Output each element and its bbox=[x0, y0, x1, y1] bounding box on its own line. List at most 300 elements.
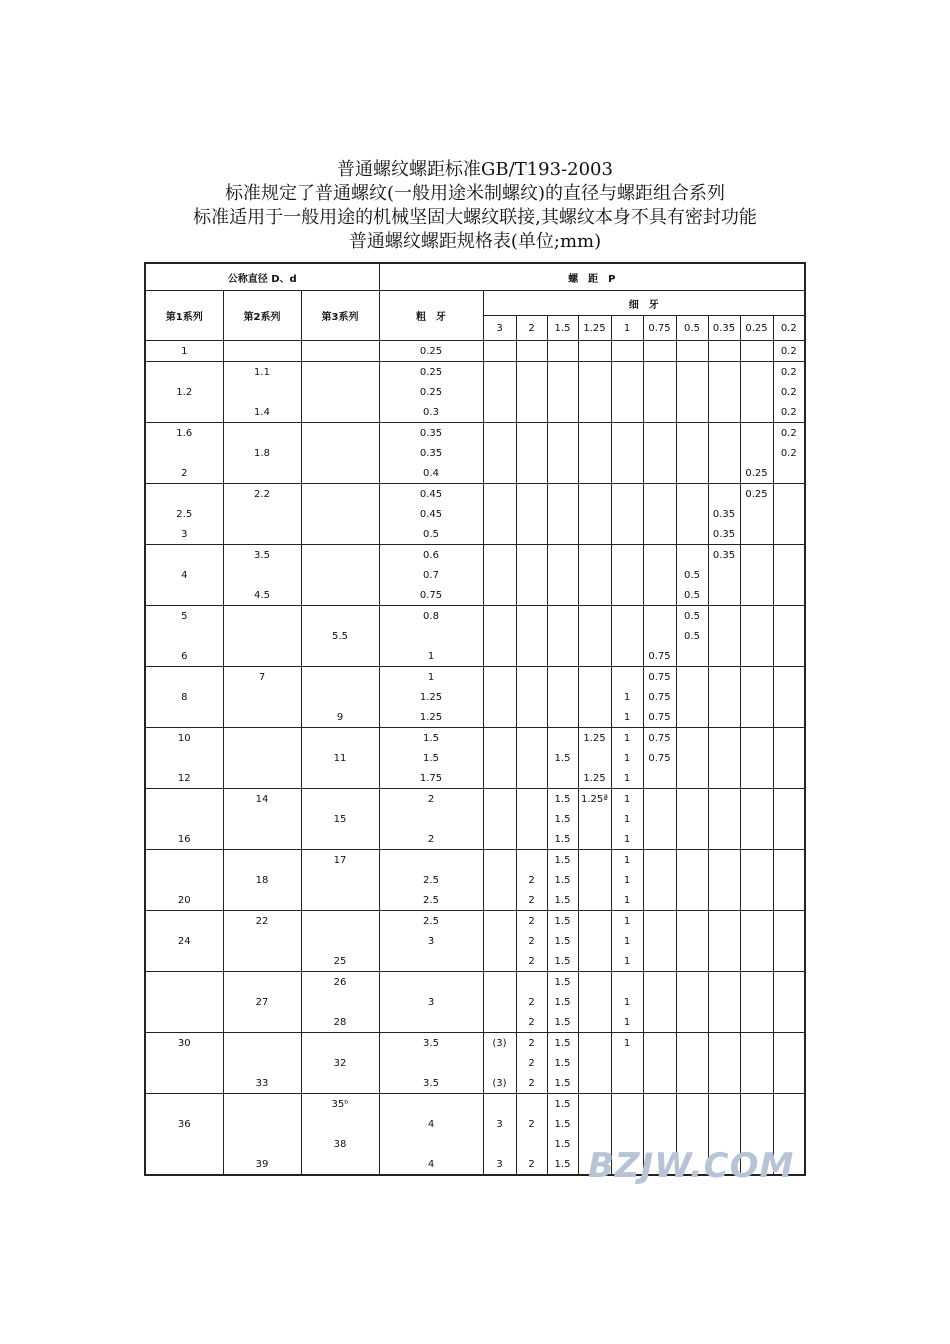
table-cell bbox=[643, 382, 676, 402]
table-cell: 28 bbox=[301, 1012, 379, 1033]
table-cell bbox=[676, 870, 708, 890]
table-cell bbox=[708, 341, 740, 362]
table-row bbox=[145, 992, 805, 1012]
table-cell: 36 bbox=[145, 1114, 223, 1134]
table-cell bbox=[301, 1114, 379, 1134]
table-cell bbox=[740, 402, 773, 423]
table-cell bbox=[578, 687, 611, 707]
table-cell bbox=[223, 606, 301, 627]
table-cell bbox=[301, 585, 379, 606]
table-cell: 2 bbox=[379, 789, 483, 810]
table-cell bbox=[516, 768, 547, 789]
table-cell bbox=[740, 1012, 773, 1033]
header-series-3: 第3系列 bbox=[301, 291, 379, 341]
table-cell bbox=[145, 809, 223, 829]
table-cell bbox=[223, 707, 301, 728]
table-cell bbox=[708, 972, 740, 993]
table-cell bbox=[483, 484, 516, 505]
table-cell bbox=[708, 789, 740, 810]
table-cell bbox=[483, 707, 516, 728]
table-cell bbox=[773, 667, 805, 688]
table-cell bbox=[578, 1053, 611, 1073]
table-cell bbox=[708, 1073, 740, 1094]
table-cell bbox=[379, 1134, 483, 1154]
table-cell bbox=[676, 707, 708, 728]
table-cell bbox=[483, 443, 516, 463]
table-cell bbox=[516, 646, 547, 667]
table-cell: 1.5 bbox=[547, 1134, 578, 1154]
table-cell: 1.5 bbox=[547, 1114, 578, 1134]
table-cell bbox=[516, 1094, 547, 1115]
table-cell bbox=[708, 606, 740, 627]
table-cell bbox=[773, 789, 805, 810]
table-cell bbox=[773, 687, 805, 707]
table-cell bbox=[516, 829, 547, 850]
table-cell bbox=[676, 341, 708, 362]
table-cell bbox=[516, 728, 547, 749]
table-cell bbox=[301, 870, 379, 890]
table-cell bbox=[223, 972, 301, 993]
table-cell bbox=[301, 789, 379, 810]
table-cell bbox=[740, 992, 773, 1012]
table-cell bbox=[483, 362, 516, 383]
table-cell bbox=[773, 565, 805, 585]
table-cell bbox=[578, 850, 611, 871]
table-cell: 39 bbox=[223, 1154, 301, 1175]
table-cell: 1 bbox=[611, 911, 643, 932]
table-cell bbox=[301, 1154, 379, 1175]
table-cell bbox=[708, 484, 740, 505]
table-cell bbox=[643, 850, 676, 871]
table-cell bbox=[676, 789, 708, 810]
table-cell bbox=[379, 972, 483, 993]
header-series-1: 第1系列 bbox=[145, 291, 223, 341]
table-cell: 1.8 bbox=[223, 443, 301, 463]
table-header bbox=[145, 263, 805, 341]
table-cell bbox=[578, 707, 611, 728]
table-cell bbox=[516, 626, 547, 646]
table-cell: 10 bbox=[145, 728, 223, 749]
doc-subtitle-applicability: 标准适用于一般用途的机械坚固大螺纹联接,其螺纹本身不具有密封功能 bbox=[193, 207, 757, 228]
table-cell bbox=[301, 646, 379, 667]
table-cell bbox=[611, 484, 643, 505]
table-cell bbox=[578, 1012, 611, 1033]
table-cell bbox=[676, 382, 708, 402]
table-cell: 5 bbox=[145, 606, 223, 627]
table-cell: 1.5 bbox=[547, 931, 578, 951]
table-cell bbox=[740, 931, 773, 951]
table-cell: 0.25 bbox=[379, 382, 483, 402]
table-cell: 3.5 bbox=[379, 1033, 483, 1054]
table-cell: 0.25 bbox=[740, 484, 773, 505]
table-cell bbox=[547, 423, 578, 444]
table-row bbox=[145, 748, 805, 768]
table-cell bbox=[676, 423, 708, 444]
table-cell: 1.5 bbox=[547, 890, 578, 911]
table-cell bbox=[483, 789, 516, 810]
table-cell: 22 bbox=[223, 911, 301, 932]
table-cell bbox=[611, 1053, 643, 1073]
table-cell bbox=[740, 890, 773, 911]
table-cell bbox=[643, 1012, 676, 1033]
table-cell: 1.5 bbox=[547, 829, 578, 850]
table-cell: 0.75 bbox=[643, 646, 676, 667]
table-cell bbox=[301, 504, 379, 524]
table-cell: 33 bbox=[223, 1073, 301, 1094]
table-cell bbox=[643, 951, 676, 972]
table-cell: 1.5 bbox=[547, 1053, 578, 1073]
table-cell: 6 bbox=[145, 646, 223, 667]
table-cell bbox=[773, 809, 805, 829]
table-cell bbox=[708, 707, 740, 728]
table-cell bbox=[547, 687, 578, 707]
table-cell: 1.25ª bbox=[578, 789, 611, 810]
table-cell: 1.5 bbox=[547, 1073, 578, 1094]
table-cell bbox=[516, 585, 547, 606]
table-cell bbox=[301, 1073, 379, 1094]
table-cell bbox=[301, 524, 379, 545]
table-cell bbox=[223, 931, 301, 951]
table-cell: 0.25 bbox=[379, 362, 483, 383]
table-cell: 0.45 bbox=[379, 504, 483, 524]
table-cell bbox=[740, 1053, 773, 1073]
table-cell bbox=[516, 789, 547, 810]
table-cell bbox=[547, 646, 578, 667]
table-cell bbox=[643, 423, 676, 444]
table-cell bbox=[611, 382, 643, 402]
table-cell bbox=[578, 565, 611, 585]
table-row bbox=[145, 870, 805, 890]
table-cell bbox=[676, 443, 708, 463]
table-cell bbox=[773, 768, 805, 789]
header-fine-col: 0.2 bbox=[773, 316, 805, 341]
table-cell bbox=[516, 341, 547, 362]
table-cell bbox=[578, 1114, 611, 1134]
table-cell: 1 bbox=[145, 341, 223, 362]
table-row bbox=[145, 626, 805, 646]
table-cell bbox=[145, 585, 223, 606]
table-cell: 2.5 bbox=[379, 911, 483, 932]
table-cell bbox=[301, 768, 379, 789]
table-cell bbox=[145, 1073, 223, 1094]
table-cell bbox=[676, 890, 708, 911]
table-cell: 0.35 bbox=[379, 423, 483, 444]
table-cell bbox=[301, 443, 379, 463]
table-cell bbox=[740, 1033, 773, 1054]
table-cell bbox=[301, 484, 379, 505]
table-cell: 0.5 bbox=[676, 606, 708, 627]
table-cell bbox=[223, 1094, 301, 1115]
table-cell: 1.5 bbox=[547, 1012, 578, 1033]
table-cell bbox=[740, 1073, 773, 1094]
doc-title: 普通螺纹螺距标准GB/T193-2003 bbox=[337, 159, 613, 180]
table-cell: 2 bbox=[516, 992, 547, 1012]
table-cell: 35ᵇ bbox=[301, 1094, 379, 1115]
table-cell: 18 bbox=[223, 870, 301, 890]
table-cell: 1 bbox=[611, 992, 643, 1012]
table-cell bbox=[740, 768, 773, 789]
table-cell bbox=[611, 362, 643, 383]
table-cell bbox=[223, 382, 301, 402]
table-cell bbox=[223, 951, 301, 972]
header-fine-col: 0.25 bbox=[740, 316, 773, 341]
table-cell bbox=[516, 484, 547, 505]
table-cell bbox=[483, 545, 516, 566]
table-row bbox=[145, 443, 805, 463]
table-cell: 1.5 bbox=[547, 1033, 578, 1054]
table-row bbox=[145, 545, 805, 566]
table-caption: 普通螺纹螺距规格表(单位;mm) bbox=[348, 231, 602, 252]
table-cell bbox=[547, 667, 578, 688]
table-cell bbox=[773, 463, 805, 484]
table-cell bbox=[547, 382, 578, 402]
table-cell: 5.5 bbox=[301, 626, 379, 646]
table-cell: 2 bbox=[145, 463, 223, 484]
table-cell: 0.25 bbox=[740, 463, 773, 484]
table-cell bbox=[740, 585, 773, 606]
table-cell bbox=[516, 809, 547, 829]
table-row bbox=[145, 402, 805, 423]
table-cell: 4 bbox=[145, 565, 223, 585]
table-cell: 1.2 bbox=[145, 382, 223, 402]
header-nominal-diameter: 公称直径 D、d bbox=[145, 263, 379, 291]
table-cell: 0.75 bbox=[643, 707, 676, 728]
table-cell bbox=[578, 341, 611, 362]
header-fine-col: 1.5 bbox=[547, 316, 578, 341]
table-cell bbox=[516, 667, 547, 688]
table-cell: 0.3 bbox=[379, 402, 483, 423]
table-cell bbox=[740, 850, 773, 871]
table-cell: 1.4 bbox=[223, 402, 301, 423]
table-cell bbox=[708, 890, 740, 911]
table-cell bbox=[676, 829, 708, 850]
table-cell bbox=[740, 911, 773, 932]
table-cell: 25 bbox=[301, 951, 379, 972]
table-cell bbox=[547, 341, 578, 362]
table-cell bbox=[643, 890, 676, 911]
table-cell bbox=[578, 870, 611, 890]
table-cell bbox=[547, 728, 578, 749]
table-cell bbox=[578, 992, 611, 1012]
table-row bbox=[145, 1033, 805, 1054]
table-cell bbox=[145, 484, 223, 505]
table-cell bbox=[676, 667, 708, 688]
table-cell bbox=[483, 809, 516, 829]
table-cell: 4.5 bbox=[223, 585, 301, 606]
header-fine-col: 0.75 bbox=[643, 316, 676, 341]
table-cell bbox=[379, 626, 483, 646]
table-cell bbox=[643, 626, 676, 646]
table-cell: 2 bbox=[516, 1073, 547, 1094]
table-cell bbox=[483, 1094, 516, 1115]
table-row bbox=[145, 362, 805, 383]
table-cell bbox=[643, 484, 676, 505]
table-cell: 1.5 bbox=[547, 850, 578, 871]
doc-subtitle-scope: 标准规定了普通螺纹(一般用途米制螺纹)的直径与螺距组合系列 bbox=[224, 183, 726, 204]
table-cell bbox=[740, 1114, 773, 1134]
table-cell bbox=[578, 504, 611, 524]
table-cell bbox=[483, 870, 516, 890]
table-cell bbox=[740, 1094, 773, 1115]
table-cell bbox=[578, 951, 611, 972]
table-cell bbox=[773, 972, 805, 993]
table-cell bbox=[301, 382, 379, 402]
table-cell bbox=[611, 1094, 643, 1115]
table-cell bbox=[301, 829, 379, 850]
table-cell: 0.4 bbox=[379, 463, 483, 484]
table-cell bbox=[773, 1094, 805, 1115]
table-cell bbox=[145, 402, 223, 423]
header-fine: 细 牙 bbox=[483, 291, 805, 316]
table-cell: 3.5 bbox=[223, 545, 301, 566]
table-cell bbox=[611, 1114, 643, 1134]
table-cell bbox=[643, 1073, 676, 1094]
table-cell: 2 bbox=[516, 911, 547, 932]
table-cell bbox=[483, 646, 516, 667]
table-cell bbox=[516, 850, 547, 871]
title-block bbox=[0, 158, 950, 254]
table-cell bbox=[547, 606, 578, 627]
table-cell bbox=[516, 362, 547, 383]
table-cell bbox=[516, 443, 547, 463]
table-cell bbox=[301, 423, 379, 444]
table-cell bbox=[516, 402, 547, 423]
table-row bbox=[145, 951, 805, 972]
table-cell bbox=[483, 402, 516, 423]
table-cell bbox=[145, 972, 223, 993]
table-cell bbox=[223, 341, 301, 362]
table-cell bbox=[547, 626, 578, 646]
table-cell: 15 bbox=[301, 809, 379, 829]
table-cell bbox=[145, 1053, 223, 1073]
table-cell: 1.5 bbox=[547, 972, 578, 993]
thread-pitch-table bbox=[144, 262, 806, 1176]
table-cell bbox=[643, 829, 676, 850]
table-cell bbox=[643, 341, 676, 362]
table-cell bbox=[708, 585, 740, 606]
table-cell: 1 bbox=[611, 1033, 643, 1054]
table-cell bbox=[483, 1134, 516, 1154]
table-cell bbox=[773, 585, 805, 606]
table-cell: 1.5 bbox=[547, 1154, 578, 1175]
table-cell bbox=[483, 850, 516, 871]
table-cell bbox=[708, 362, 740, 383]
table-cell bbox=[223, 809, 301, 829]
table-cell bbox=[773, 646, 805, 667]
table-cell: 0.45 bbox=[379, 484, 483, 505]
table-cell bbox=[740, 809, 773, 829]
table-cell: 2 bbox=[516, 1114, 547, 1134]
table-cell bbox=[578, 890, 611, 911]
table-cell bbox=[740, 524, 773, 545]
table-cell bbox=[516, 1134, 547, 1154]
table-cell bbox=[145, 362, 223, 383]
table-cell bbox=[773, 1033, 805, 1054]
table-cell bbox=[643, 992, 676, 1012]
table-cell bbox=[708, 565, 740, 585]
table-cell: 3 bbox=[483, 1154, 516, 1175]
table-cell: 32 bbox=[301, 1053, 379, 1073]
table-cell: 11 bbox=[301, 748, 379, 768]
table-cell bbox=[773, 1073, 805, 1094]
table-cell bbox=[379, 1053, 483, 1073]
table-cell bbox=[611, 524, 643, 545]
table-cell bbox=[223, 1114, 301, 1134]
table-cell: 1.1 bbox=[223, 362, 301, 383]
table-cell bbox=[145, 870, 223, 890]
table-cell bbox=[483, 768, 516, 789]
table-row bbox=[145, 890, 805, 911]
table-cell bbox=[643, 1114, 676, 1134]
table-row bbox=[145, 1053, 805, 1073]
table-cell bbox=[676, 504, 708, 524]
table-cell bbox=[145, 850, 223, 871]
table-cell bbox=[676, 402, 708, 423]
table-cell bbox=[643, 809, 676, 829]
table-cell bbox=[145, 911, 223, 932]
table-cell bbox=[643, 911, 676, 932]
table-cell bbox=[643, 931, 676, 951]
table-cell bbox=[773, 951, 805, 972]
table-cell bbox=[740, 687, 773, 707]
table-cell: 2 bbox=[379, 829, 483, 850]
table-cell bbox=[773, 728, 805, 749]
table-cell bbox=[643, 524, 676, 545]
table-cell: 27 bbox=[223, 992, 301, 1012]
table-cell: 0.5 bbox=[676, 585, 708, 606]
table-cell bbox=[483, 423, 516, 444]
table-cell bbox=[773, 1053, 805, 1073]
table-cell bbox=[643, 585, 676, 606]
table-cell: 1.25 bbox=[578, 728, 611, 749]
table-cell: 0.7 bbox=[379, 565, 483, 585]
table-cell bbox=[145, 707, 223, 728]
table-cell bbox=[676, 748, 708, 768]
header-fine-col: 2 bbox=[516, 316, 547, 341]
table-cell bbox=[301, 606, 379, 627]
table-cell bbox=[578, 463, 611, 484]
table-cell bbox=[611, 565, 643, 585]
table-cell bbox=[379, 809, 483, 829]
table-cell bbox=[676, 1033, 708, 1054]
table-cell bbox=[740, 707, 773, 728]
table-cell bbox=[643, 463, 676, 484]
table-cell: 2 bbox=[516, 1012, 547, 1033]
table-cell bbox=[301, 362, 379, 383]
table-cell bbox=[740, 504, 773, 524]
table-cell bbox=[483, 341, 516, 362]
table-cell bbox=[223, 1134, 301, 1154]
table-cell bbox=[643, 1094, 676, 1115]
table-cell bbox=[676, 850, 708, 871]
table-cell bbox=[516, 545, 547, 566]
table-cell bbox=[547, 565, 578, 585]
table-cell bbox=[547, 463, 578, 484]
table-cell: 1 bbox=[379, 667, 483, 688]
table-cell bbox=[740, 626, 773, 646]
table-cell bbox=[676, 484, 708, 505]
table-cell bbox=[708, 728, 740, 749]
table-cell bbox=[483, 829, 516, 850]
table-cell: 20 bbox=[145, 890, 223, 911]
header-fine-col: 0.5 bbox=[676, 316, 708, 341]
table-cell bbox=[516, 972, 547, 993]
table-cell: 0.2 bbox=[773, 382, 805, 402]
table-cell bbox=[676, 524, 708, 545]
table-cell bbox=[578, 1073, 611, 1094]
table-cell: 1.25 bbox=[379, 687, 483, 707]
table-cell bbox=[516, 687, 547, 707]
